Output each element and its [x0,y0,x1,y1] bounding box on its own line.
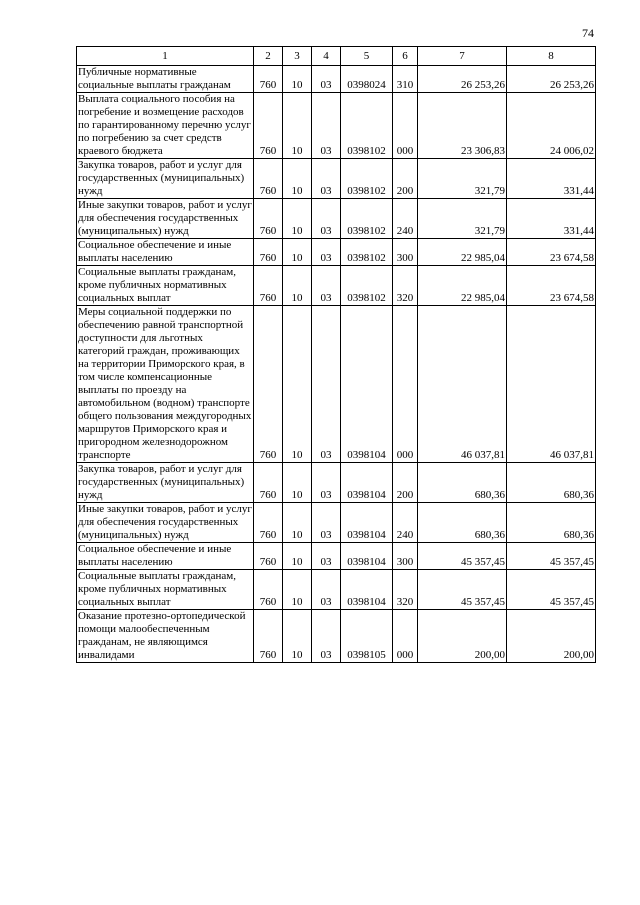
cell-col2: 760 [254,543,283,570]
cell-col2: 760 [254,610,283,663]
cell-col4: 03 [312,199,341,239]
cell-col3: 10 [283,570,312,610]
cell-col3: 10 [283,610,312,663]
row-name: Социальные выплаты гражданам, кроме публичных нормативных социальных выплат [77,266,254,306]
cell-col2: 760 [254,93,283,159]
cell-col7: 680,36 [418,463,507,503]
cell-col2: 760 [254,463,283,503]
cell-col6: 310 [393,66,418,93]
row-name: Социальное обеспечение и иные выплаты населению [77,543,254,570]
cell-col8: 45 357,45 [507,543,596,570]
header-cell: 6 [393,47,418,66]
cell-col3: 10 [283,239,312,266]
header-cell: 4 [312,47,341,66]
cell-col3: 10 [283,503,312,543]
row-name: Иные закупки товаров, работ и услуг для обеспечения государственных (муниципальных) нужд [78,503,252,541]
table-row [77,503,596,543]
table-row [77,570,596,610]
cell-col6: 300 [393,543,418,570]
cell-col5: 0398104 [341,543,393,570]
cell-col8: 23 674,58 [507,266,596,306]
cell-col2: 760 [254,306,283,463]
row-name: Закупка товаров, работ и услуг для государственных (муниципальных) нужд [77,159,254,199]
header-cell: 2 [254,47,283,66]
cell-col5: 0398102 [341,93,393,159]
cell-col7: 22 985,04 [418,239,507,266]
table-row [77,66,596,93]
cell-col2: 760 [254,570,283,610]
cell-col7: 321,79 [418,199,507,239]
cell-col5: 0398102 [341,159,393,199]
cell-col2: 760 [254,239,283,266]
cell-col8: 331,44 [507,199,596,239]
cell-col5: 0398105 [341,610,393,663]
cell-col4: 03 [312,463,341,503]
cell-col5: 0398102 [341,239,393,266]
cell-col2: 760 [254,503,283,543]
cell-col2: 760 [254,199,283,239]
cell-col3: 10 [283,543,312,570]
table-row [77,199,596,239]
cell-col7: 45 357,45 [418,570,507,610]
row-name: Выплата социального пособия на погребение и возмещение расходов по гарантированному перечню услуг по погребению за счет средств краевого бюджета [77,93,254,159]
table-row [77,93,596,159]
cell-col7: 321,79 [418,159,507,199]
header-cell: 5 [341,47,393,66]
cell-col6: 000 [393,610,418,663]
cell-col7: 200,00 [418,610,507,663]
header-cell: 3 [283,47,312,66]
row-name: Оказание протезно-ортопедической помощи малообеспеченным гражданам, не являющимся инвалидами [77,610,254,663]
cell-col5: 0398102 [341,266,393,306]
cell-col5: 0398104 [341,570,393,610]
row-name: Публичные нормативные социальные выплаты гражданам [77,66,254,93]
table-row [77,239,596,266]
cell-col2: 760 [254,159,283,199]
cell-col8: 23 674,58 [507,239,596,266]
cell-col7: 23 306,83 [418,93,507,159]
cell-col4: 03 [312,610,341,663]
table-row [77,543,596,570]
cell-col4: 03 [312,503,341,543]
cell-col2: 760 [254,266,283,306]
cell-col6: 320 [393,570,418,610]
cell-col8: 46 037,81 [507,306,596,463]
cell-col3: 10 [283,159,312,199]
cell-col7: 680,36 [418,503,507,543]
table-row [77,306,596,463]
cell-col3: 10 [283,93,312,159]
cell-col3: 10 [283,199,312,239]
cell-col8: 680,36 [507,463,596,503]
cell-col5: 0398102 [341,199,393,239]
cell-col4: 03 [312,543,341,570]
cell-col4: 03 [312,266,341,306]
cell-col6: 200 [393,463,418,503]
cell-col3: 10 [283,66,312,93]
table-row [77,159,596,199]
cell-col8: 24 006,02 [507,93,596,159]
cell-col6: 000 [393,306,418,463]
cell-col8: 26 253,26 [507,66,596,93]
row-name: Закупка товаров, работ и услуг для государственных (муниципальных) нужд [77,463,254,503]
page-number: 74 [582,26,594,40]
cell-col8: 331,44 [507,159,596,199]
cell-col8: 200,00 [507,610,596,663]
cell-col8: 45 357,45 [507,570,596,610]
table-row [77,463,596,503]
cell-col6: 320 [393,266,418,306]
cell-col3: 10 [283,463,312,503]
cell-col7: 45 357,45 [418,543,507,570]
cell-col4: 03 [312,239,341,266]
cell-col4: 03 [312,66,341,93]
header-row [77,47,596,66]
row-name: Социальные выплаты гражданам, кроме публичных нормативных социальных выплат [77,570,254,610]
header-cell: 1 [77,47,254,66]
cell-col6: 240 [393,503,418,543]
cell-col7: 46 037,81 [418,306,507,463]
cell-col6: 300 [393,239,418,266]
cell-col8: 680,36 [507,503,596,543]
cell-col2: 760 [254,66,283,93]
row-name: Социальное обеспечение и иные выплаты населению [77,239,254,266]
cell-col7: 22 985,04 [418,266,507,306]
table-row [77,266,596,306]
cell-col6: 200 [393,159,418,199]
cell-col6: 000 [393,93,418,159]
cell-col7: 26 253,26 [418,66,507,93]
cell-col4: 03 [312,93,341,159]
row-name: Иные закупки товаров, работ и услуг для обеспечения государственных (муниципальных) нужд [78,199,252,237]
cell-col5: 0398104 [341,503,393,543]
table-row [77,610,596,663]
header-cell: 8 [507,47,596,66]
cell-col3: 10 [283,266,312,306]
cell-col4: 03 [312,570,341,610]
cell-col3: 10 [283,306,312,463]
cell-col4: 03 [312,159,341,199]
header-cell: 7 [418,47,507,66]
cell-col5: 0398104 [341,306,393,463]
cell-col5: 0398024 [341,66,393,93]
cell-col6: 240 [393,199,418,239]
row-name: Меры социальной поддержки по обеспечению равной транспортной доступности для льготных категорий граждан, проживающих на территории Приморского края, в том числе компенсационные выплаты по проезду на автомобильном (водном) транспорте общего пользования междугородных маршрутов Приморского края и пригородном железнодорожном транспорте [77,306,254,463]
cell-col4: 03 [312,306,341,463]
budget-table [76,46,596,663]
cell-col5: 0398104 [341,463,393,503]
